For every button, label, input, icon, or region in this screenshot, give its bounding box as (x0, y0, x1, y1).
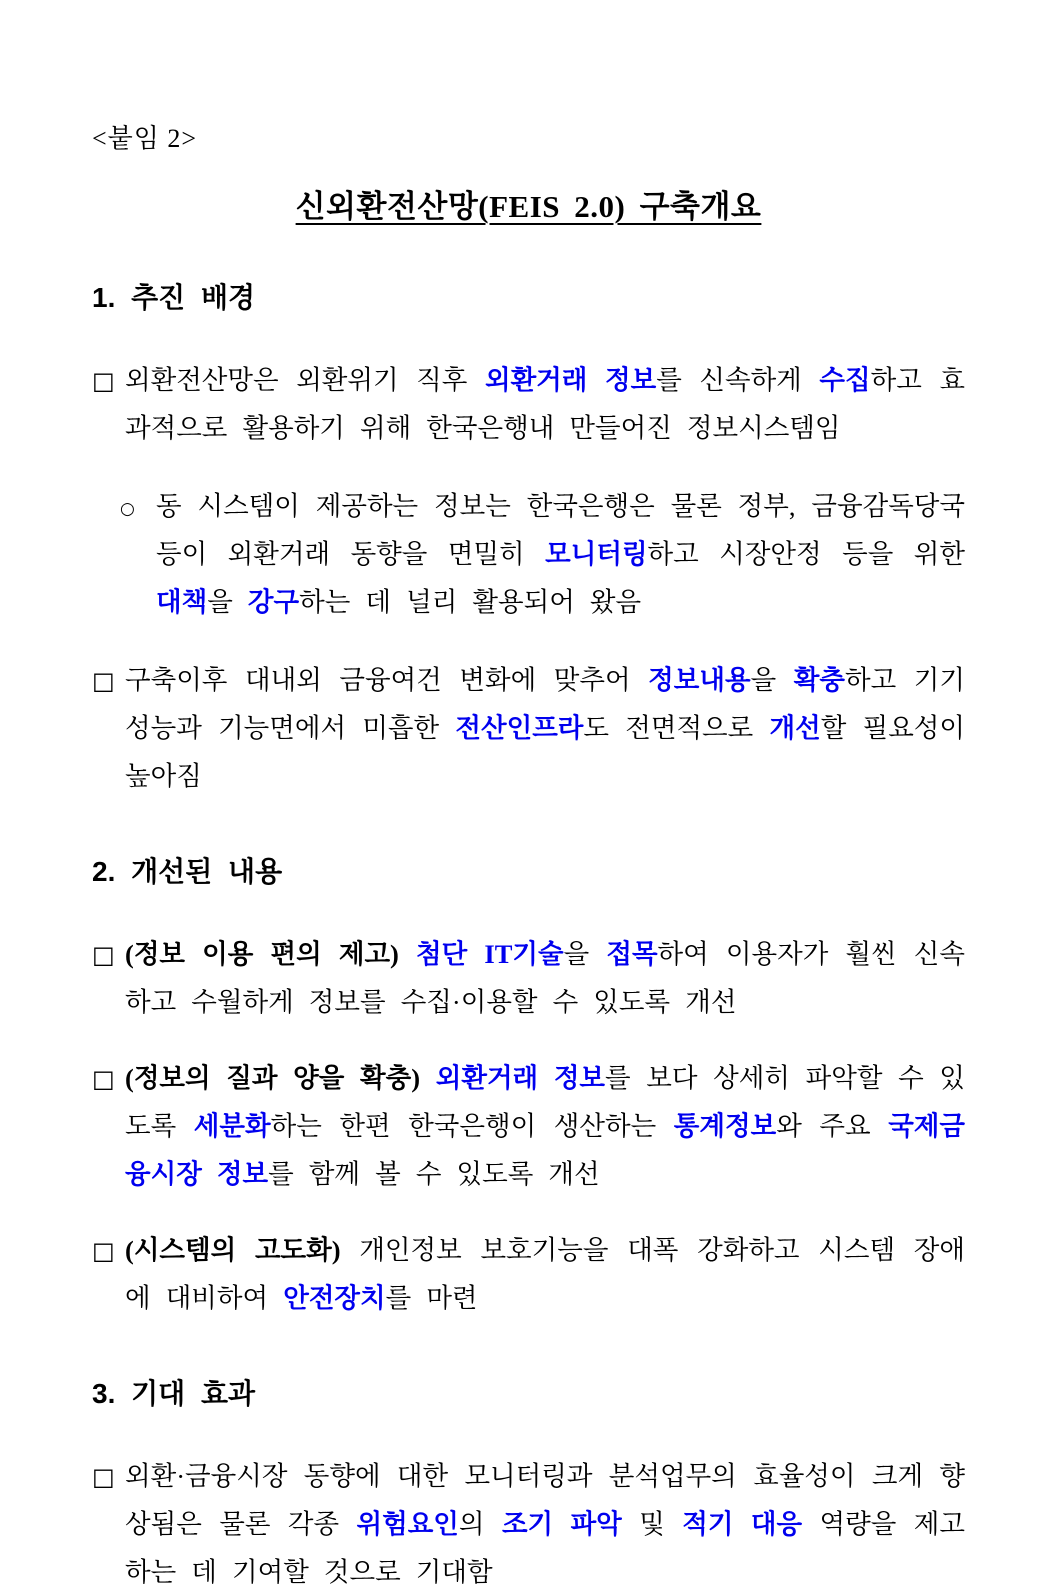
text-run: 외환·금융시장 동향에 대한 모니터링과 분석업무의 효율성이 크게 향상됨은 물론 각종 (125, 1461, 965, 1539)
text-run: 하여 이용자가 훨씬 신속하고 수월하게 정보를 수집·이용할 수 있도록 개선 (125, 939, 965, 1017)
text-run: 를 신속하게 (656, 365, 820, 395)
bold-lead-in: (정보 이용 편의 제고) (125, 939, 417, 969)
highlighted-text: 개선 (769, 713, 821, 743)
text-run: 외환전산망은 외환위기 직후 (125, 365, 485, 395)
square-bullet-marker: □ (92, 1237, 115, 1265)
paragraph-text (125, 365, 965, 443)
bold-lead-in: (정보의 질과 양을 확충) (125, 1063, 436, 1093)
bullet-paragraph (92, 656, 965, 800)
bullet-paragraph (92, 1226, 965, 1322)
paragraph-text (125, 1235, 965, 1313)
square-bullet-marker: □ (92, 941, 115, 969)
page-title (92, 181, 965, 226)
section-heading: 3. 기대 효과 (92, 1378, 256, 1409)
highlighted-text: 안전장치 (283, 1283, 386, 1313)
highlighted-text: 외환거래 정보 (484, 365, 657, 395)
section-heading: 1. 추진 배경 (92, 282, 256, 313)
text-run: 하고 기기 성능과 기능면에서 미흡한 (125, 665, 965, 743)
text-run: 를 마련 (385, 1283, 478, 1313)
text-run: 도 전면적으로 (583, 713, 770, 743)
highlighted-text: 국제금융시장 정보 (125, 1111, 965, 1189)
square-bullet-marker: □ (92, 1463, 115, 1491)
highlighted-text: 대책 (156, 587, 208, 617)
highlighted-text: 세분화 (193, 1111, 271, 1141)
paragraph-text (156, 491, 965, 617)
text-run: 하고 시장안정 등을 위한 (647, 539, 965, 569)
highlighted-text: 위험요인 (356, 1509, 459, 1539)
bullet-paragraph (92, 356, 965, 452)
highlighted-text: 전산인프라 (455, 713, 584, 743)
text-run: 구축이후 대내외 금융여건 변화에 맞추어 (125, 665, 649, 695)
paragraph-text (125, 665, 965, 791)
highlighted-text: 정보내용 (648, 665, 751, 695)
highlighted-text: 외환거래 정보 (435, 1063, 606, 1093)
highlighted-text: 조기 파악 (501, 1509, 622, 1539)
highlighted-text: 모니터링 (545, 539, 648, 569)
bold-lead-in: (시스템의 고도화) (125, 1235, 360, 1265)
highlighted-text: 접목 (606, 939, 658, 969)
text-run: 의 (458, 1509, 502, 1539)
highlighted-text: 적기 대응 (682, 1509, 803, 1539)
text-run: 역량을 제고하는 데 기여할 것으로 기대함 (125, 1509, 965, 1587)
section-heading: 2. 개선된 내용 (92, 856, 283, 887)
highlighted-text: 통계정보 (673, 1111, 777, 1141)
text-run: 및 (621, 1509, 683, 1539)
highlighted-text: 확충 (793, 665, 845, 695)
section-3 (92, 1372, 965, 1596)
text-run: 를 보다 상세히 파악할 수 있도록 (125, 1063, 965, 1141)
square-bullet-marker: □ (92, 1065, 115, 1093)
highlighted-text: 강구 (247, 587, 300, 617)
text-run: 를 함께 볼 수 있도록 개선 (268, 1159, 600, 1189)
square-bullet-marker: □ (92, 367, 115, 395)
square-bullet-marker: □ (92, 667, 115, 695)
bullet-paragraph (92, 1054, 965, 1198)
document-body (92, 276, 965, 1596)
highlighted-text: 첨단 IT기술 (416, 939, 564, 969)
section-2 (92, 850, 965, 1322)
bullet-paragraph (92, 1452, 965, 1596)
text-run: 동 시스템이 제공하는 정보는 한국은행은 물론 정부, 금융감독당국 등이 외환거래 동향을 면밀히 (156, 491, 965, 569)
paragraph-text (125, 1063, 965, 1189)
text-run: 을 (750, 665, 794, 695)
text-run: 하는 한편 한국은행이 생산하는 (270, 1111, 674, 1141)
text-run: 개인정보 보호기능을 대폭 강화하고 시스템 장애에 대비하여 (125, 1235, 965, 1313)
highlighted-text: 수집 (819, 365, 871, 395)
text-run: 와 주요 (776, 1111, 889, 1141)
circle-bullet-marker: ○ (120, 499, 135, 519)
text-run: 을 (207, 587, 248, 617)
section-1 (92, 276, 965, 800)
paragraph-text (125, 1461, 965, 1587)
attachment-label: <붙임 2> (92, 124, 198, 153)
page-title-text: 신외환전산망(FEIS 2.0) 구축개요 (295, 189, 762, 224)
text-run: 할 필요성이 높아짐 (125, 713, 965, 791)
text-run: 하는 데 널리 활용되어 왔음 (299, 587, 642, 617)
text-run: 하고 효과적으로 활용하기 위해 한국은행내 만들어진 정보시스템임 (125, 365, 965, 443)
text-run: 을 (563, 939, 607, 969)
sub-bullet-paragraph (120, 482, 965, 626)
paragraph-text (125, 939, 965, 1017)
bullet-paragraph (92, 930, 965, 1026)
